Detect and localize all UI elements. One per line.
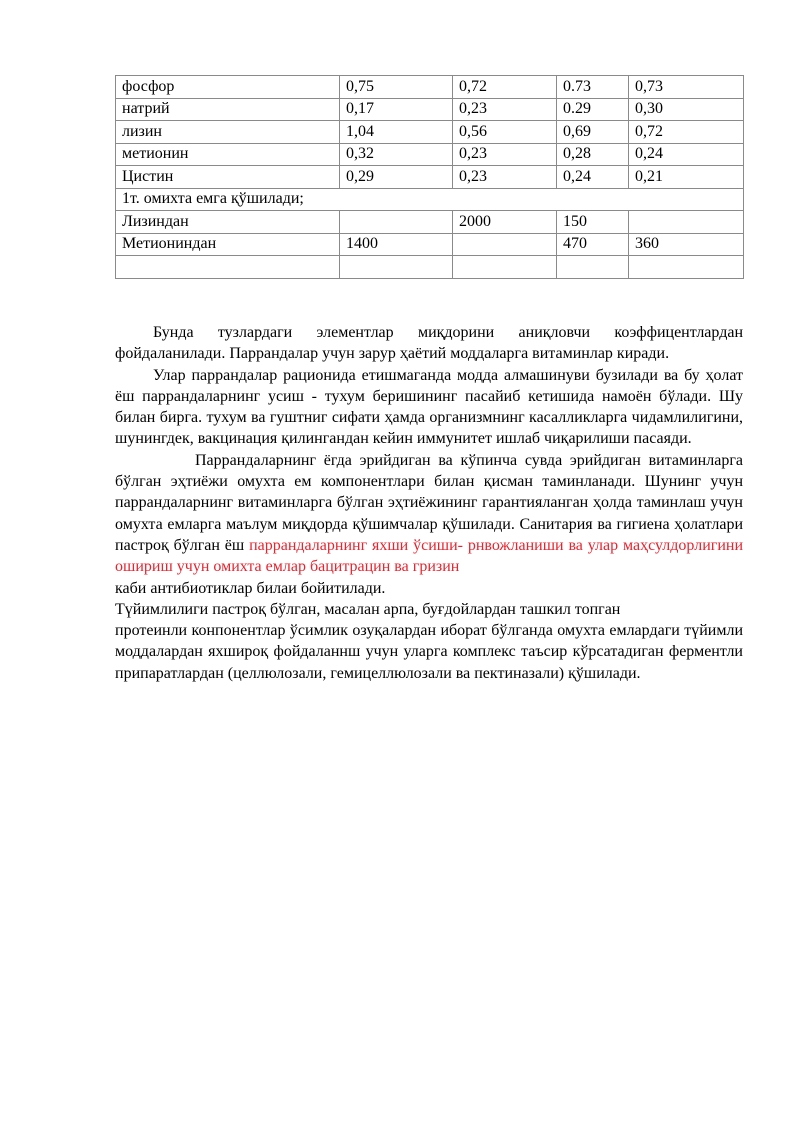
table-row xyxy=(116,256,744,279)
paragraph-5-first-line: Түйимлилиги пастроқ бўлган, масалан арпа, буғдойлардан ташкил топган xyxy=(115,600,621,618)
body-text xyxy=(115,322,743,684)
table-cell: Метиониндан xyxy=(116,233,340,256)
paragraph-1: Бунда тузлардаги элементлар миқдорини аниқловчи коэффицентлардан фойдаланилади. Паррандалар учун зарур ҳаётий моддаларга витаминлар киради. xyxy=(115,324,743,363)
paragraph-2: Улар паррандалар рационида етишмаганда модда алмашинуви бузилади ва бу ҳолат ёш паррандаларнинг усиш - тухум беришининг пасайиб кетишида намоён бўлади. Шу билан бирга. тухум ва гуштниг сифати ҳамда организмнинг касалликларга чидамлилигини, шунингдек, вакцинация қилингандан кейин иммунитет ишлаб чиқарилиши пасаяди. xyxy=(115,366,743,448)
paragraph-5: протеинли конпонентлар ўсимлик озуқалардан иборат бўлганда омухта емлардаги түйимли моддалардан яхшироқ фойдаланнш учун уларга комплекс таъсир кўрсатадиган ферментли припаратлардан (целлюлозали, гемицеллюлозали ва пектиназали) қўшилади. xyxy=(115,622,743,682)
table-note: 1т. омихта емга қўшилади; xyxy=(116,188,744,211)
table-cell xyxy=(629,211,744,234)
table-cell: натрий xyxy=(116,98,340,121)
table-row xyxy=(116,233,744,256)
table-cell: фосфор xyxy=(116,76,340,99)
table-cell: 0,72 xyxy=(629,121,744,144)
nutrient-table xyxy=(115,75,744,279)
table-cell: 0,30 xyxy=(629,98,744,121)
table-cell: лизин xyxy=(116,121,340,144)
table-row xyxy=(116,188,744,211)
table-row xyxy=(116,98,744,121)
table-cell: Лизиндан xyxy=(116,211,340,234)
table-cell: 0,23 xyxy=(453,166,557,189)
table-row xyxy=(116,166,744,189)
table-cell xyxy=(453,233,557,256)
table-cell xyxy=(340,256,453,279)
table-cell: Цистин xyxy=(116,166,340,189)
table-cell: 0,23 xyxy=(453,98,557,121)
table-cell: 0.29 xyxy=(557,98,629,121)
table-cell: 470 xyxy=(557,233,629,256)
highlighted-text: паррандаларнинг яхши ўсиши- рнвожланиши ва улар маҳсулдорлигини ошириш учун омихта емлар бацитрацин ва гризин xyxy=(115,536,743,576)
table-cell: 0,32 xyxy=(340,143,453,166)
paragraph-3 xyxy=(115,450,743,578)
table-cell: 0,24 xyxy=(629,143,744,166)
table-cell: 0,56 xyxy=(453,121,557,144)
table-cell: 0,72 xyxy=(453,76,557,99)
table-cell: 0,29 xyxy=(340,166,453,189)
table-cell: 360 xyxy=(629,233,744,256)
table-cell: 0,23 xyxy=(453,143,557,166)
table-cell: 150 xyxy=(557,211,629,234)
table-cell: 1,04 xyxy=(340,121,453,144)
table-cell: 2000 xyxy=(453,211,557,234)
table-cell: 0,73 xyxy=(629,76,744,99)
table-cell xyxy=(340,211,453,234)
table-cell xyxy=(116,256,340,279)
table-cell: 0.73 xyxy=(557,76,629,99)
table-row xyxy=(116,143,744,166)
table-row xyxy=(116,211,744,234)
table-cell: 0,21 xyxy=(629,166,744,189)
table-cell xyxy=(453,256,557,279)
paragraph-4: каби антибиотиклар билаи бойитилади. xyxy=(115,579,386,597)
table-cell: 0,24 xyxy=(557,166,629,189)
paragraph-3-text: Паррандаларнинг ёгда эрийдиган ва кўпинча сувда эрийдиган витаминларга бўлган эҳтиёжи омухта ем компонентлари билан қисман таминланади. Шунинг учун паррандаларнинг витаминларга бўлган эҳтиёжининг гарантияланган ҳолда таминлаш учун омухта емларга маълум миқдорда қўшимчалар қўшилади. Санитария ва гигиена ҳолатлари пастроқ бўлган ёш xyxy=(115,451,743,554)
table-cell xyxy=(629,256,744,279)
table-cell: 0,28 xyxy=(557,143,629,166)
table-cell: 1400 xyxy=(340,233,453,256)
table-cell: метионин xyxy=(116,143,340,166)
table-row xyxy=(116,76,744,99)
table-row xyxy=(116,121,744,144)
table-cell: 0,17 xyxy=(340,98,453,121)
table-cell xyxy=(557,256,629,279)
table-cell: 0,69 xyxy=(557,121,629,144)
table-cell: 0,75 xyxy=(340,76,453,99)
